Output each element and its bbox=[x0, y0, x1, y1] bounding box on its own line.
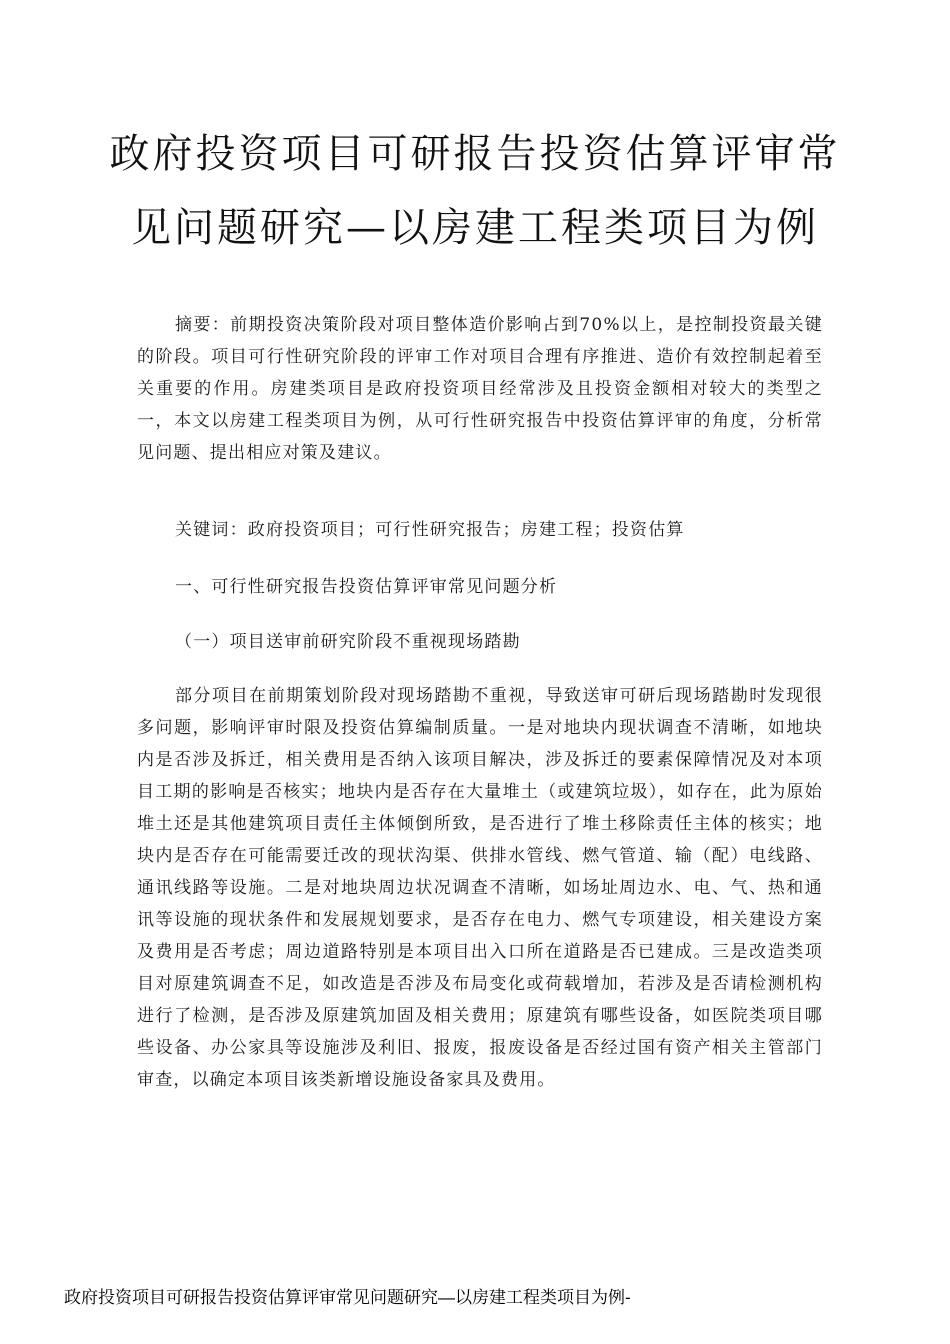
document-title-line-2: 见问题研究—以房建工程类项目为例 bbox=[131, 205, 819, 251]
subsection-heading-1: （一）项目送审前研究阶段不重视现场踏勘 bbox=[175, 632, 521, 652]
document-title-line-1: 政府投资项目可研报告投资估算评审常 bbox=[109, 131, 841, 177]
section-heading-1: 一、可行性研究报告投资估算评审常见问题分析 bbox=[175, 577, 558, 597]
page-footer: 政府投资项目可研报告投资估算评审常见问题研究—以房建工程类项目为例- bbox=[64, 1288, 631, 1307]
keywords-line: 关键词：政府投资项目；可行性研究报告；房建工程；投资估算 bbox=[175, 520, 685, 540]
abstract-paragraph: 摘要：前期投资决策阶段对项目整体造价影响占到70%以上，是控制投资最关键的阶段。项目可行性研究阶段的评审工作对项目合理有序推进、造价有效控制起着至关重要的作用。房建类项目是政府投资项目经常涉及且投资金额相对较大的类型之一，本文以房建工程类项目为例，从可行性研究报告中投资估算评审的角度，分析常见问题、提出相应对策及建议。 bbox=[137, 315, 823, 463]
body-paragraph-1: 部分项目在前期策划阶段对现场踏勘不重视，导致送审可研后现场踏勘时发现很多问题，影响评审时限及投资估算编制质量。一是对地块内现状调查不清晰，如地块内是否涉及拆迁，相关费用是否纳入该项目解决，涉及拆迁的要素保障情况及对本项目工期的影响是否核实；地块内是否存在大量堆土（或建筑垃圾），如存在，此为原始堆土还是其他建筑项目责任主体倾倒所致，是否进行了堆土移除责任主体的核实；地块内是否存在可能需要迁改的现状沟渠、供排水管线、燃气管道、输（配）电线路、通讯线路等设施。二是对地块周边状况调查不清晰，如场址周边水、电、气、热和通讯等设施的现状条件和发展规划要求，是否存在电力、燃气专项建设，相关建设方案及费用是否考虑；周边道路特别是本项目出入口所在道路是否已建成。三是改造类项目对原建筑调查不足，如改造是否涉及布局变化或荷载增加，若涉及是否请检测机构进行了检测，是否涉及原建筑加固及相关费用；原建筑有哪些设备，如医院类项目哪些设备、办公家具等设施涉及利旧、报废，报废设备是否经过国有资产相关主管部门审查，以确定本项目该类新增设施设备家具及费用。 bbox=[137, 686, 823, 1090]
